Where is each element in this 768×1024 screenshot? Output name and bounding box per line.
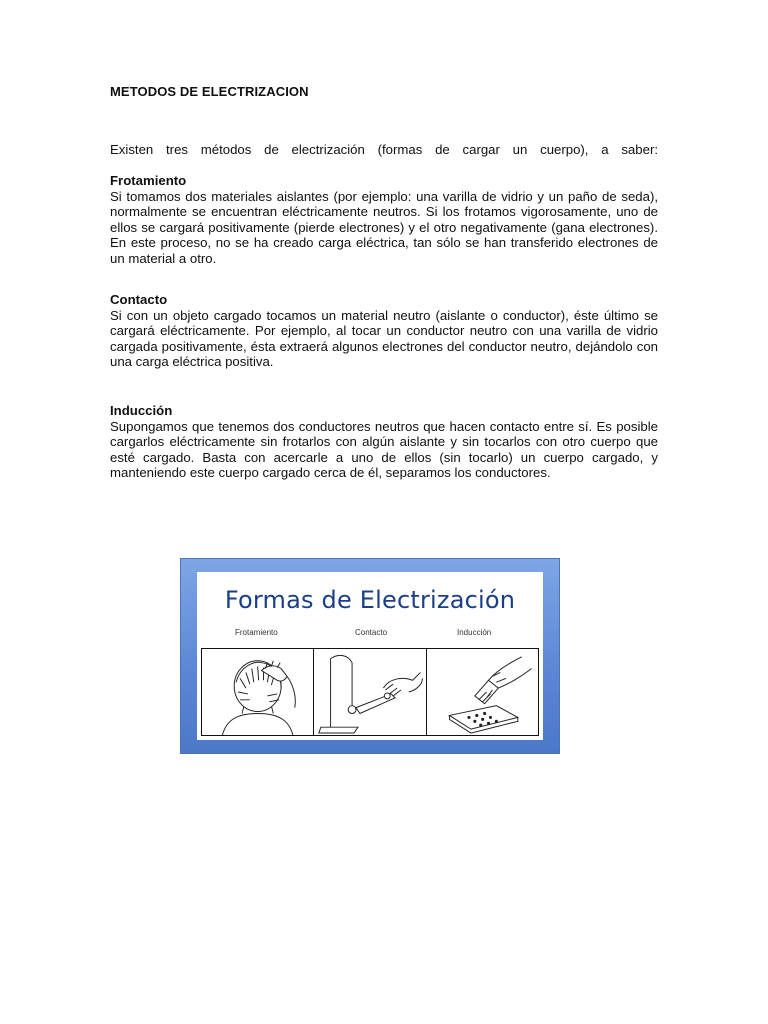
intro-paragraph: Existen tres métodos de electrización (formas de cargar un cuerpo), a saber:: [110, 142, 658, 157]
panel-frotamiento: [202, 649, 313, 735]
section-body: Supongamos que tenemos dos conductores neutros que hacen contacto entre sí. Es posible cargarlos eléctricamente sin frotarlos con algún aislante y sin tocarlos con otro cuerpo que esté cargado. Basta con acercarle a uno de ellos (sin tocarlo) un cuerpo cargado, y manteniendo este cuerpo cargado cerca de él, separamos los conductores.: [110, 418, 658, 480]
contact-illustration: [314, 649, 425, 735]
section-induccion: [110, 403, 658, 481]
section-body: Si tomamos dos materiales aislantes (por ejemplo: una varilla de vidrio y un paño de seda), normalmente se encuentran eléctricamente neutros. Si los frotamos vigorosamente, uno de ellos se cargará positivamente (pierde electrones) y el otro negativamente (gana electrones). En este proceso, no se ha creado carga eléctrica, tan sólo se han transferido electrones de un material a otro.: [110, 188, 658, 266]
section-heading: Frotamiento: [110, 173, 187, 188]
figure-label-induccion: Inducción: [457, 628, 492, 637]
panel-contacto: [313, 649, 425, 735]
figure-label-frotamiento: Frotamiento: [235, 628, 278, 637]
section-contacto: [110, 292, 658, 370]
hair-rubbing-illustration: [202, 649, 313, 735]
section-heading: Contacto: [110, 292, 168, 307]
induction-illustration: [427, 649, 538, 735]
section-body: Si con un objeto cargado tocamos un material neutro (aislante o conductor), éste último se cargará eléctricamente. Por ejemplo, al tocar un conductor neutro con una varilla de vidrio cargada positivamente, ésta extraerá algunos electrones del conductor neutro, dejándolo con una carga eléctrica positiva.: [110, 307, 658, 369]
document-title: METODOS DE ELECTRIZACION: [110, 84, 309, 99]
electrification-figure: [180, 558, 560, 754]
figure-panels: [201, 648, 539, 736]
section-frotamiento: [110, 173, 658, 266]
figure-label-contacto: Contacto: [355, 628, 388, 637]
section-heading: Inducción: [110, 403, 173, 418]
figure-canvas: [197, 572, 543, 740]
panel-induccion: [426, 649, 538, 735]
figure-title: Formas de Electrización: [224, 586, 516, 614]
